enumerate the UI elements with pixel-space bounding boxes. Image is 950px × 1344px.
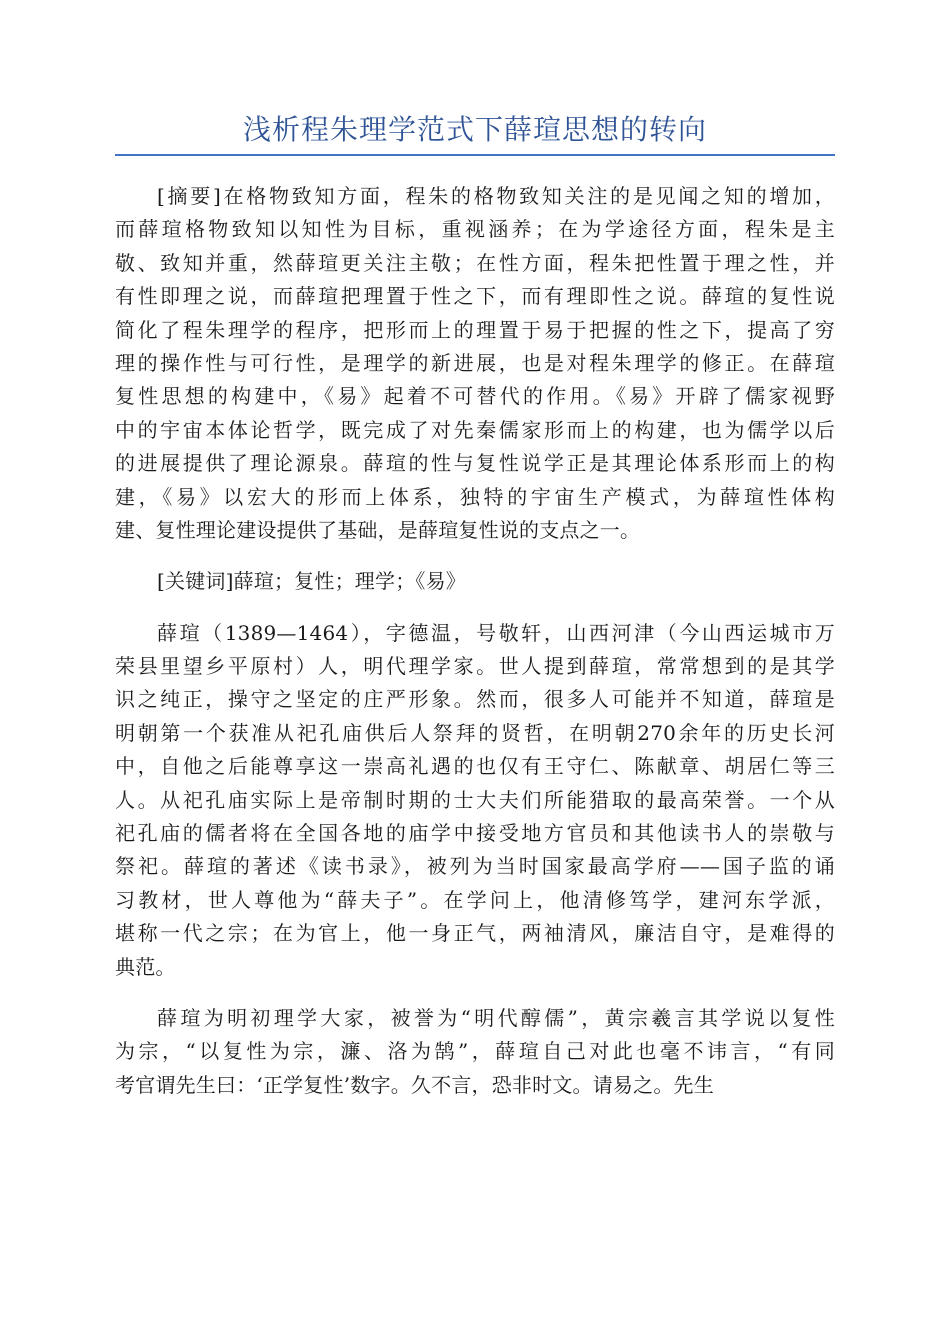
text-line: 中，自他之后能尊享这一崇高礼遇的也仅有王守仁、陈献章、胡居仁等三	[115, 754, 835, 779]
text-line: 的进展提供了理论源泉。薛瑄的性与复性说学正是其理论体系形而上的构	[115, 451, 835, 476]
text-line: 而薛瑄格物致知以知性为目标，重视涵养；在为学途径方面，程朱是主	[115, 217, 835, 242]
text-line: 敬、致知并重，然薛瑄更关注主敬；在性方面，程朱把性置于理之性，并	[115, 250, 835, 275]
body-paragraph	[115, 617, 835, 984]
text-line: 中的宇宙本体论哲学，既完成了对先秦儒家形而上的构建，也为儒学以后	[115, 417, 835, 442]
text-line: 为宗，“以复性为宗，濂、洛为鹄”，薛瑄自己对此也毫不讳言，“有同	[115, 1039, 835, 1064]
text-line: 薛瑄（1389—1464），字德温，号敬轩，山西河津（今山西运城市万	[157, 620, 835, 645]
text-line: 有性即理之说，而薛瑄把理置于性之下，而有理即性之说。薛瑄的复性说	[115, 284, 835, 309]
text-line: 典范。	[115, 954, 176, 979]
text-line: [关键词]薛瑄；复性；理学；《易》	[157, 569, 467, 594]
text-line: 建、复性理论建设提供了基础，是薛瑄复性说的支点之一。	[115, 517, 641, 542]
text-line: 荣县里望乡平原村）人，明代理学家。世人提到薛瑄，常常想到的是其学	[115, 654, 835, 679]
body-paragraph	[115, 1002, 835, 1102]
text-line: 识之纯正，操守之坚定的庄严形象。然而，很多人可能并不知道，薛瑄是	[115, 687, 835, 712]
text-line: 建，《易》以宏大的形而上体系，独特的宇宙生产模式，为薛瑄性体构	[115, 484, 835, 509]
text-line: 明朝第一个获准从祀孔庙供后人祭拜的贤哲，在明朝270余年的历史长河	[115, 720, 835, 745]
text-line: 祀孔庙的儒者将在全国各地的庙学中接受地方官员和其他读书人的崇敬与	[115, 821, 835, 846]
text-line: 习教材，世人尊他为“薛夫子”。在学问上，他清修笃学，建河东学派，	[115, 887, 835, 912]
abstract-paragraph	[115, 180, 835, 547]
title-underline	[115, 154, 835, 156]
text-line: 简化了程朱理学的程序，把形而上的理置于易于把握的性之下，提高了穷	[115, 317, 835, 342]
text-line: 人。从祀孔庙实际上是帝制时期的士大夫们所能猎取的最高荣誉。一个从	[115, 787, 835, 812]
text-line: 理的操作性与可行性，是理学的新进展，也是对程朱理学的修正。在薛瑄	[115, 350, 835, 375]
keywords-paragraph	[115, 565, 835, 598]
text-line: [摘要]在格物致知方面，程朱的格物致知关注的是见闻之知的增加，	[157, 184, 835, 208]
text-line: 考官谓先生曰：‘正学复性’数字。久不言，恐非时文。请易之。先生	[115, 1072, 714, 1097]
document-title: 浅析程朱理学范式下薛瑄思想的转向	[242, 113, 707, 146]
text-line: 堪称一代之宗；在为官上，他一身正气，两袖清风，廉洁自守，是难得的	[115, 921, 835, 946]
text-line: 薛瑄为明初理学大家，被誉为“明代醇儒”，黄宗羲言其学说以复性	[157, 1005, 835, 1030]
text-line: 复性思想的构建中，《易》起着不可替代的作用。《易》开辟了儒家视野	[115, 384, 835, 409]
text-line: 祭祀。薛瑄的著述《读书录》，被列为当时国家最高学府——国子监的诵	[115, 854, 835, 879]
document-body	[115, 180, 835, 1120]
